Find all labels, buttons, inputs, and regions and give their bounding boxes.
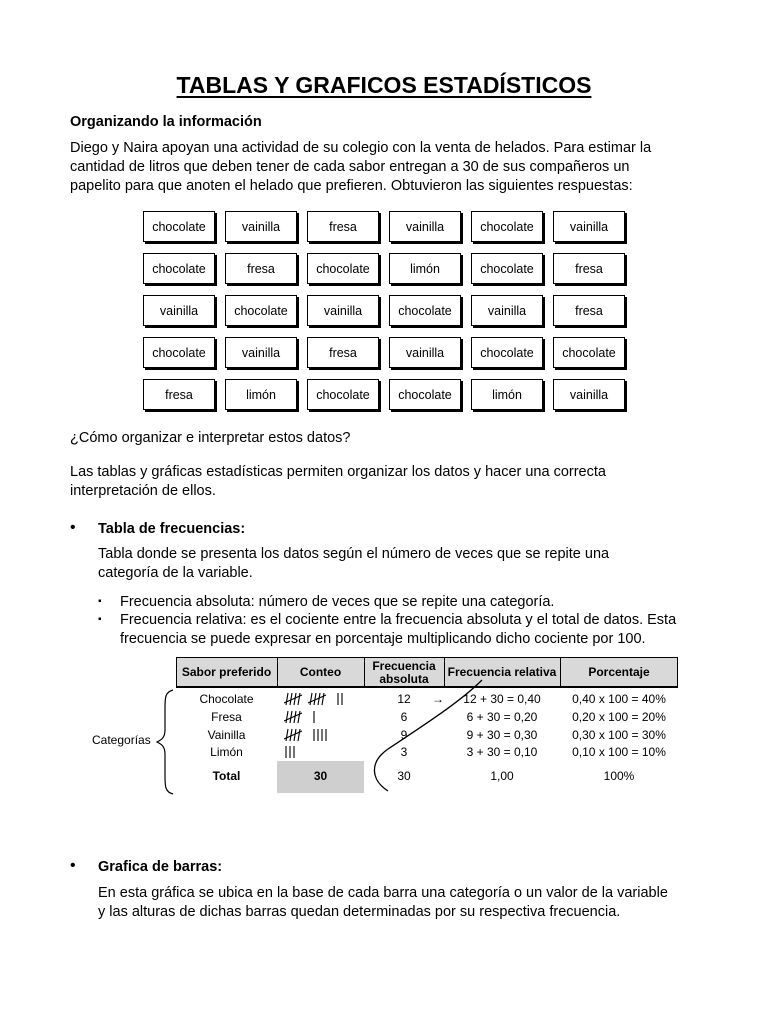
responses-grid xyxy=(143,211,626,411)
brace-icon xyxy=(155,688,177,796)
header-conteo: Conteo xyxy=(299,665,342,679)
response-card: vainilla xyxy=(471,295,543,326)
paragraph-line: Diego y Naira apoyan una actividad de su colegio con la venta de helados. Para estimar la xyxy=(70,140,652,156)
bullet-dot-icon: • xyxy=(70,857,76,874)
paragraph-line: papelito para que anoten el helado que prefieren. Obtuvieron las siguientes respuestas: xyxy=(70,178,633,194)
cell-abs: 12 xyxy=(397,692,411,706)
question-text: ¿Cómo organizar e interpretar estos datos? xyxy=(70,430,351,446)
section-heading-organizando: Organizando la información xyxy=(70,114,262,130)
response-card: chocolate xyxy=(307,253,379,284)
response-card: limón xyxy=(225,379,297,410)
total-pct: 100% xyxy=(603,769,635,783)
bar-section-heading: Grafica de barras: xyxy=(98,859,223,875)
tally-marks xyxy=(284,691,364,707)
response-card: vainilla xyxy=(307,295,379,326)
response-card: chocolate xyxy=(389,379,461,410)
response-card: fresa xyxy=(307,337,379,368)
tally-stroke xyxy=(298,711,300,723)
response-card: chocolate xyxy=(143,337,215,368)
cell-rel: 6 + 30 = 0,20 xyxy=(466,710,538,724)
response-card: fresa xyxy=(553,253,625,284)
tally-stroke xyxy=(298,693,300,705)
cell-sabor: Vainilla xyxy=(207,728,246,742)
cell-pct: 0,20 x 100 = 20% xyxy=(572,710,666,724)
cell-rel: 9 + 30 = 0,30 xyxy=(466,728,538,742)
bullet-frecuencia-absoluta: Frecuencia absoluta: número de veces que se repite una categoría. xyxy=(120,594,555,610)
cell-sabor: Limón xyxy=(210,745,243,759)
freq-section-description xyxy=(98,545,718,583)
total-label: Total xyxy=(212,769,241,783)
tally-stroke xyxy=(286,693,288,705)
intro-paragraph xyxy=(70,139,710,196)
paragraph-line: Las tablas y gráficas estadísticas permiten organizar los datos y hacer una correcta xyxy=(70,464,606,480)
header-porcentaje: Porcentaje xyxy=(588,665,650,679)
response-card: chocolate xyxy=(307,379,379,410)
header-frecuencia-relativa: Frecuencia relativa xyxy=(447,665,557,679)
response-card: vainilla xyxy=(225,211,297,242)
total-rel: 1,00 xyxy=(490,769,514,783)
tally-stroke xyxy=(286,711,288,723)
response-card: vainilla xyxy=(553,211,625,242)
response-card: fresa xyxy=(307,211,379,242)
cell-abs: 3 xyxy=(400,745,408,759)
response-card: chocolate xyxy=(225,295,297,326)
response-card: vainilla xyxy=(389,211,461,242)
response-card: vainilla xyxy=(553,379,625,410)
header-frecuencia-absoluta: Frecuencia absoluta xyxy=(372,658,436,686)
cell-pct: 0,40 x 100 = 40% xyxy=(572,692,666,706)
cell-sabor: Chocolate xyxy=(199,692,254,706)
response-card: chocolate xyxy=(471,253,543,284)
response-card: chocolate xyxy=(389,295,461,326)
page-title: TABLAS Y GRAFICOS ESTADÍSTICOS xyxy=(176,72,592,98)
total-conteo: 30 xyxy=(313,769,328,783)
cell-abs: 6 xyxy=(400,710,408,724)
bullet-dot-icon: • xyxy=(70,519,76,536)
tally-stroke xyxy=(310,693,312,705)
cell-rel: 12 + 30 = 0,40 xyxy=(463,692,541,706)
tally-marks xyxy=(284,709,364,725)
arrow-icon: → xyxy=(432,692,444,706)
response-card: vainilla xyxy=(389,337,461,368)
paragraph-line: En esta gráfica se ubica en la base de cada barra una categoría o un valor de la variable xyxy=(98,885,668,901)
header-sabor: Sabor preferido xyxy=(181,665,272,679)
square-bullet-icon: ▪ xyxy=(98,614,102,625)
response-card: chocolate xyxy=(471,211,543,242)
square-bullet-icon: ▪ xyxy=(98,596,102,607)
cell-sabor: Fresa xyxy=(211,710,242,724)
paragraph-line: frecuencia se puede expresar en porcentaje multiplicando dicho cociente por 100. xyxy=(120,631,646,647)
annotation-curve xyxy=(364,677,494,797)
tally-marks xyxy=(284,744,364,760)
response-card: limón xyxy=(471,379,543,410)
response-card: fresa xyxy=(143,379,215,410)
response-card: chocolate xyxy=(471,337,543,368)
frequency-table xyxy=(176,657,678,797)
bullet-frecuencia-relativa xyxy=(120,611,720,649)
bar-section-description xyxy=(98,884,718,922)
tally-stroke xyxy=(298,729,300,741)
tables-intro-paragraph xyxy=(70,463,710,501)
categories-label: Categorías xyxy=(92,733,151,747)
total-abs: 30 xyxy=(397,769,411,783)
paragraph-line: categoría de la variable. xyxy=(98,565,253,581)
response-card: fresa xyxy=(225,253,297,284)
paragraph-line: Tabla donde se presenta los datos según el número de veces que se repite una xyxy=(98,546,610,562)
response-card: chocolate xyxy=(143,253,215,284)
tally-stroke xyxy=(286,729,288,741)
paragraph-line: Frecuencia relativa: es el cociente entre la frecuencia absoluta y el total de datos. Esta xyxy=(120,612,677,628)
response-card: limón xyxy=(389,253,461,284)
freq-section-heading: Tabla de frecuencias: xyxy=(98,521,246,537)
paragraph-line: cantidad de litros que deben tener de cada sabor entregan a 30 de sus compañeros un xyxy=(70,159,630,175)
cell-rel: 3 + 30 = 0,10 xyxy=(466,745,538,759)
cell-pct: 0,30 x 100 = 30% xyxy=(572,728,666,742)
paragraph-line: interpretación de ellos. xyxy=(70,483,216,499)
tally-stroke xyxy=(322,693,324,705)
tally-marks xyxy=(284,727,364,743)
cell-abs: 9 xyxy=(400,728,408,742)
paragraph-line: y las alturas de dichas barras quedan determinadas por su respectiva frecuencia. xyxy=(98,904,621,920)
response-card: chocolate xyxy=(143,211,215,242)
response-card: chocolate xyxy=(553,337,625,368)
response-card: fresa xyxy=(553,295,625,326)
response-card: vainilla xyxy=(225,337,297,368)
response-card: vainilla xyxy=(143,295,215,326)
cell-pct: 0,10 x 100 = 10% xyxy=(572,745,666,759)
